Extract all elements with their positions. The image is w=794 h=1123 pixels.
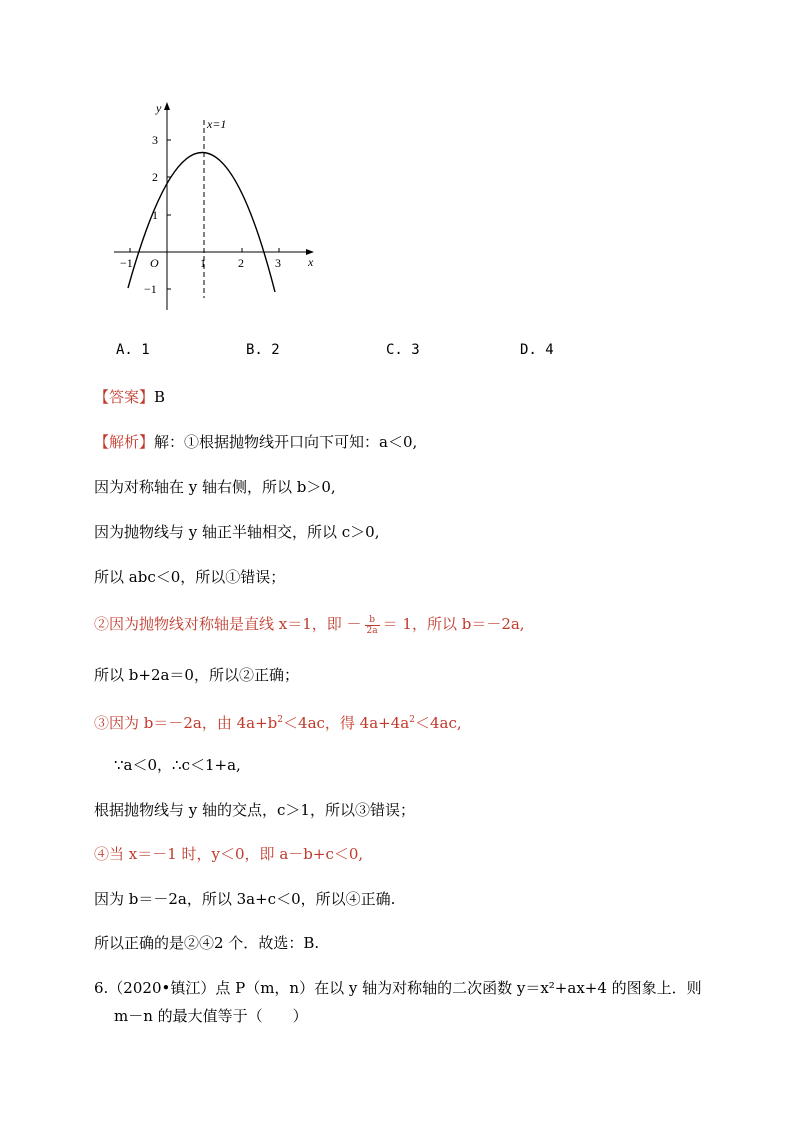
option-a: A. 1: [116, 342, 150, 358]
analysis-line-7-c: ＜4ac,: [414, 714, 462, 732]
answer-options: [0, 342, 794, 366]
superscript-2: 2: [277, 715, 284, 725]
symmetry-label: x=1: [207, 117, 227, 131]
option-c: C. 3: [386, 342, 420, 358]
analysis-line-7-b: ＜4ac，得 4a+4a: [283, 714, 410, 732]
analysis-line-12: 所以正确的是②④2 个．故选：B.: [94, 934, 320, 952]
y-axis-arrow: [164, 102, 170, 110]
analysis-line-10: ④当 x＝－1 时，y＜0，即 a－b+c＜0,: [94, 845, 364, 863]
analysis-line-11: 因为 b＝－2a，所以 3a+c＜0，所以④正确.: [94, 890, 396, 908]
superscript-2b: 2: [409, 715, 415, 725]
origin-label: O: [150, 256, 159, 270]
fraction-b-over-2a: [365, 615, 380, 636]
analysis-line-2: 因为对称轴在 y 轴右侧，所以 b＞0,: [94, 478, 336, 496]
analysis-line-5-a: ②因为抛物线对称轴是直线 x＝1，即 －: [94, 615, 362, 633]
option-d: D. 4: [520, 342, 554, 358]
parabola-graph: [100, 90, 340, 320]
answer-line: [94, 386, 165, 408]
x-tick-label-1: 1: [200, 256, 206, 270]
answer-value: B: [154, 388, 166, 406]
x-tick-label-neg1: −1: [120, 256, 133, 270]
option-b: B. 2: [246, 342, 280, 358]
parabola-curve: [128, 152, 275, 292]
question-6-line-2: m－n 的最大值等于（ ）: [114, 1007, 308, 1025]
x-axis-label: x: [308, 255, 314, 269]
question-6-line-1: 6.（2020•镇江）点 P（m，n）在以 y 轴为对称轴的二次函数 y＝x²+ax+4 的图象上．则: [94, 979, 702, 997]
analysis-line-8: ∵a＜0，∴c＜1+a,: [114, 756, 241, 774]
parabola-svg: [100, 90, 340, 320]
answer-tag: 【答案】: [94, 388, 155, 406]
y-tick-label-3: 3: [152, 133, 158, 147]
analysis-line-4: 所以 abc＜0，所以①错误；: [94, 568, 286, 586]
y-axis-label: y: [156, 101, 162, 115]
y-tick-label-1: 1: [152, 208, 158, 222]
analysis-line-7: [94, 709, 462, 734]
analysis-line-5-b: ＝ 1，所以 b＝－2a,: [382, 615, 525, 633]
analysis-line-5: [94, 613, 525, 636]
fraction-denominator: 2a: [366, 625, 378, 636]
analysis-line-1: [94, 431, 417, 453]
y-tick-label-2: 2: [152, 170, 158, 184]
fraction-numerator: b: [365, 615, 380, 626]
y-tick-label-neg1: −1: [144, 282, 157, 296]
x-tick-label-3: 3: [275, 256, 281, 270]
analysis-line-7-a: ③因为 b＝－2a，由 4a+b: [94, 714, 278, 732]
x-tick-label-2: 2: [238, 256, 244, 270]
analysis-line-6: 所以 b+2a＝0，所以②正确；: [94, 666, 299, 684]
analysis-line-9: 根据抛物线与 y 轴的交点，c＞1，所以③错误；: [94, 801, 415, 819]
analysis-line-3: 因为抛物线与 y 轴正半轴相交，所以 c＞0,: [94, 523, 380, 541]
analysis-text-1: 解：①根据抛物线开口向下可知：a＜0,: [154, 433, 418, 451]
analysis-tag: 【解析】: [94, 433, 155, 451]
